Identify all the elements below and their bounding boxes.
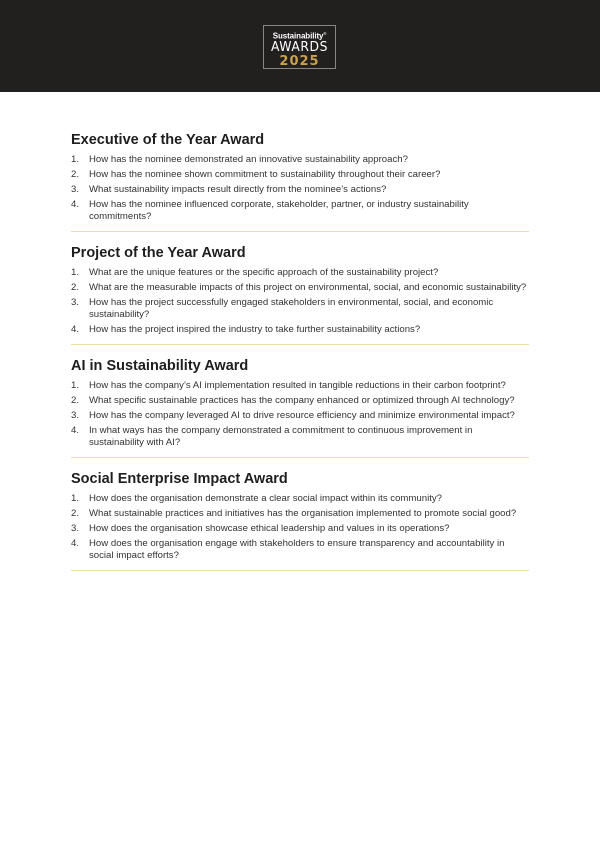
question-number: 3. — [71, 410, 80, 421]
question-text: How has the nominee influenced corporate, stakeholder, partner, or industry sustainability commitments? — [89, 199, 469, 222]
question-number: 2. — [71, 282, 80, 293]
question-item — [71, 324, 529, 336]
question-number: 2. — [71, 169, 80, 180]
question-list — [71, 493, 529, 562]
question-item — [71, 297, 529, 321]
section-title: AI in Sustainability Award — [71, 358, 249, 374]
question-item — [71, 184, 529, 196]
awards-logo — [263, 25, 336, 69]
question-item — [71, 169, 529, 181]
question-item — [71, 523, 529, 535]
question-text: What sustainable practices and initiatives has the organisation implemented to promote social good? — [89, 508, 517, 519]
question-item — [71, 395, 529, 407]
question-number: 1. — [71, 493, 80, 504]
question-item — [71, 493, 529, 505]
question-number: 1. — [71, 380, 80, 391]
question-number: 4. — [71, 425, 80, 436]
question-text: How does the organisation demonstrate a clear social impact within its community? — [89, 493, 443, 504]
question-text: How does the organisation showcase ethical leadership and values in its operations? — [89, 523, 450, 534]
question-number: 4. — [71, 199, 80, 210]
question-number: 2. — [71, 395, 80, 406]
award-questions — [71, 131, 529, 583]
question-item — [71, 267, 529, 279]
question-number: 4. — [71, 538, 80, 549]
question-number: 4. — [71, 324, 80, 335]
question-text: How does the organisation engage with stakeholders to ensure transparency and accountability in social impact efforts? — [89, 538, 505, 561]
award-section — [71, 131, 529, 232]
section-title: Social Enterprise Impact Award — [71, 471, 288, 487]
question-list — [71, 154, 529, 223]
question-number: 3. — [71, 523, 80, 534]
section-divider — [71, 231, 529, 232]
award-section — [71, 244, 529, 345]
question-number: 1. — [71, 154, 80, 165]
question-list — [71, 380, 529, 449]
question-number: 2. — [71, 508, 80, 519]
question-item — [71, 508, 529, 520]
logo-year: 2025 — [279, 53, 320, 69]
question-item — [71, 380, 529, 392]
question-text: What sustainability impacts result directly from the nominee’s actions? — [89, 184, 387, 195]
question-text: What are the measurable impacts of this project on environmental, social, and economic sustainability? — [89, 282, 527, 293]
logo-brand: Sustainability® — [272, 31, 327, 41]
question-number: 1. — [71, 267, 80, 278]
question-text: How has the project inspired the industry to take further sustainability actions? — [89, 324, 421, 335]
award-section — [71, 357, 529, 458]
question-text: In what ways has the company demonstrated a commitment to continuous improvement in sustainability with AI? — [89, 425, 473, 448]
question-item — [71, 282, 529, 294]
question-text: How has the nominee shown commitment to sustainability throughout their career? — [89, 169, 441, 180]
section-title: Project of the Year Award — [71, 245, 246, 261]
question-text: How has the company’s AI implementation resulted in tangible reductions in their carbon footprint? — [89, 380, 506, 391]
section-divider — [71, 344, 529, 345]
award-section — [71, 470, 529, 571]
question-text: How has the project successfully engaged stakeholders in environmental, social, and economic sustainability? — [89, 297, 494, 320]
section-title: Executive of the Year Award — [71, 132, 265, 148]
question-item — [71, 410, 529, 422]
question-item — [71, 199, 529, 223]
section-divider — [71, 457, 529, 458]
question-list — [71, 267, 529, 336]
section-divider — [71, 570, 529, 571]
question-text: How has the company leveraged AI to drive resource efficiency and minimize environmental impact? — [89, 410, 515, 421]
question-item — [71, 425, 529, 449]
question-item — [71, 154, 529, 166]
page-header — [0, 0, 600, 92]
question-item — [71, 538, 529, 562]
logo-title: AWARDS — [270, 39, 329, 55]
question-number: 3. — [71, 297, 80, 308]
question-text: How has the nominee demonstrated an innovative sustainability approach? — [89, 154, 408, 165]
question-number: 3. — [71, 184, 80, 195]
question-text: What are the unique features or the specific approach of the sustainability project? — [89, 267, 439, 278]
question-text: What specific sustainable practices has the company enhanced or optimized through AI technology? — [89, 395, 515, 406]
